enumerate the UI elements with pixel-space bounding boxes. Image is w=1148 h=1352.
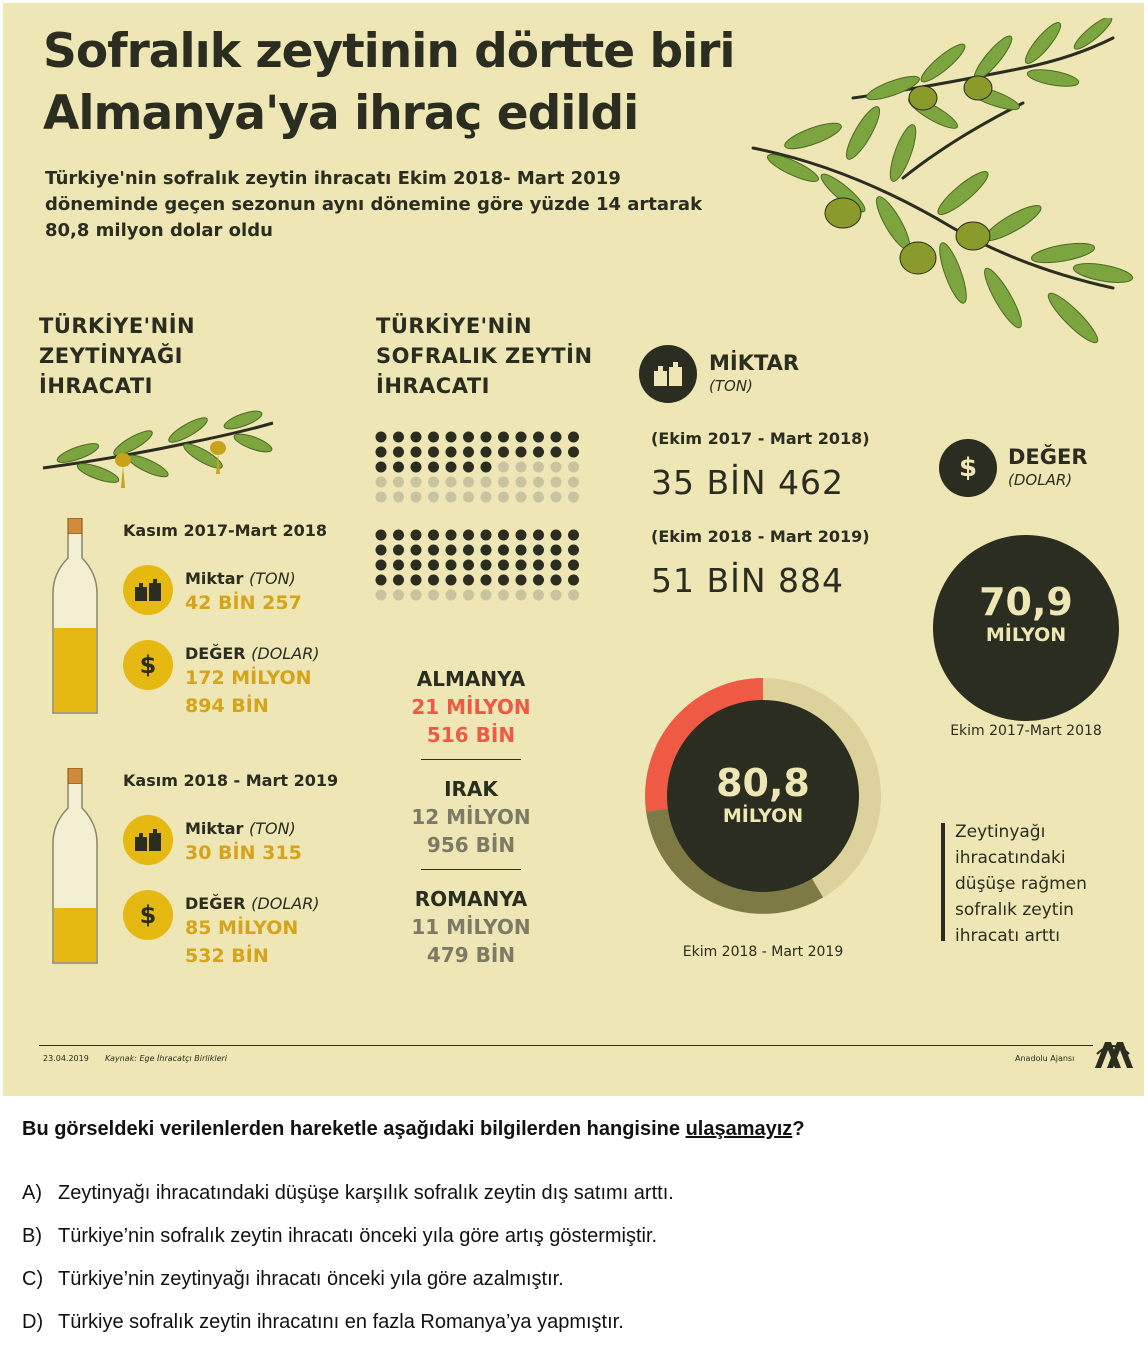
olive-dot [428,560,439,571]
olive-dot [428,492,439,503]
olive-dot [481,560,492,571]
olive-dot [481,575,492,586]
olive-oil-value-label-1: DEĞER (DOLAR) [185,644,320,663]
olive-dot [376,560,387,571]
olive-dot [551,530,562,541]
country-line1-2: 12 MİLYON [411,805,531,829]
olive-dot [393,575,404,586]
olive-dot [551,447,562,458]
olive-branch-illustration [693,18,1143,358]
olive-dot [481,462,492,473]
quantity-value-1: 35 BİN 462 [651,463,845,502]
olive-dot [551,477,562,488]
olive-dot [533,575,544,586]
olive-dot [393,447,404,458]
olive-dot [498,560,509,571]
olive-dot [568,545,579,556]
olive-dot [376,575,387,586]
olive-dot [376,447,387,458]
olive-oil-qty-label-2: Miktar (TON) [185,819,296,838]
footer-source: Kaynak: Ege İhracatçı Birlikleri [105,1054,227,1063]
olive-dot [393,462,404,473]
olive-dot [463,590,474,601]
olive-dot [516,545,527,556]
olive-dot [551,545,562,556]
question-text: Bu görseldeki verilenlerden hareketle aşağıdaki bilgilerden hangisine ulaşamayız? [22,1118,805,1140]
title-line-2: Almanya'ya ihraç edildi [43,86,639,141]
olive-dot [498,590,509,601]
dollar-icon: $ [939,439,997,497]
olive-dot [533,560,544,571]
olive-dot [568,560,579,571]
olive-dot [533,590,544,601]
note-text: Zeytinyağı ihracatındaki düşüşe rağmen sofralık zeytin ihracatı arttı [955,822,1087,946]
olive-dot-grid [375,427,590,607]
olive-dot [446,590,457,601]
olive-dot [533,447,544,458]
olive-dot [393,590,404,601]
olive-dot [568,575,579,586]
olive-dot [533,477,544,488]
olive-dot [568,477,579,488]
olive-dot [428,575,439,586]
quantity-period-1: (Ekim 2017 - Mart 2018) [651,429,870,448]
olive-dot [428,590,439,601]
subtitle-line-1: Türkiye'nin sofralık zeytin ihracatı Ekim 2018- Mart 2019 [45,168,621,189]
subtitle-line-2: döneminde geçen sezonun aynı dönemine göre yüzde 14 artarak [45,194,703,215]
olive-dot [446,492,457,503]
table-olive-heading-1: TÜRKİYE'NİN [376,314,533,338]
country-line2-3: 479 BİN [426,943,516,967]
olive-dot [411,432,422,443]
olive-dot [498,492,509,503]
country-line1-3: 11 MİLYON [411,915,531,939]
country-name-2: IRAK [444,777,498,801]
olive-dot [516,462,527,473]
olive-dot [428,447,439,458]
olive-dot [411,590,422,601]
olive-dot [411,477,422,488]
country-name-3: ROMANYA [414,887,528,911]
olive-dot [516,530,527,541]
olive-dot [446,447,457,458]
olive-dot [568,492,579,503]
subtitle-line-3: 80,8 milyon dolar oldu [45,220,273,241]
olive-dot [533,545,544,556]
olive-dot [428,432,439,443]
value-circle-2019-period: Ekim 2018 - Mart 2019 [682,944,844,960]
olive-dot [551,560,562,571]
olive-dot [463,575,474,586]
olive-dot [411,575,422,586]
table-olive-heading-3: İHRACATI [376,374,490,398]
olive-dot [411,492,422,503]
olive-dot [411,560,422,571]
olive-dot [533,432,544,443]
olive-dot [516,447,527,458]
divider [421,759,521,760]
olive-dot [463,530,474,541]
olive-dot [446,560,457,571]
olive-dot [411,530,422,541]
olive-dot [446,530,457,541]
olive-oil-value-line2-1: 894 BİN [185,695,269,717]
quantity-value-2: 51 BİN 884 [651,561,845,600]
olive-dot [516,492,527,503]
footer-divider [39,1045,1093,1046]
scale-icon [123,565,173,615]
olive-dot [533,530,544,541]
value-heading: DEĞER [1008,445,1088,469]
olive-oil-heading-2: ZEYTİNYAĞI [39,344,183,368]
olive-dot [428,545,439,556]
olive-dot [551,492,562,503]
olive-dot [411,447,422,458]
olive-dot [376,477,387,488]
olive-dot [481,447,492,458]
olive-dot [393,477,404,488]
olive-dot [446,545,457,556]
olive-dot [568,462,579,473]
olive-oil-value-label-2: DEĞER (DOLAR) [185,894,320,913]
quantity-unit: (TON) [709,377,753,395]
olive-dot [463,447,474,458]
olive-dot [463,432,474,443]
olive-dot [481,590,492,601]
olive-dot [498,530,509,541]
olive-dot [516,575,527,586]
olive-oil-qty-label-1: Miktar (TON) [185,569,296,588]
option-b[interactable]: B) Türkiye’nin sofralık zeytin ihracatı önceki yıla göre artış göstermiştir. [22,1225,658,1247]
olive-dot [481,477,492,488]
olive-dot [446,432,457,443]
olive-dot [428,462,439,473]
olive-dot [568,530,579,541]
value-circle-2019-unit: MİLYON [722,805,804,827]
olive-dot [533,492,544,503]
olive-dot [393,492,404,503]
olive-dot [446,477,457,488]
olive-dot [446,462,457,473]
olive-dot [516,590,527,601]
olive-dot [463,492,474,503]
olive-dot [481,432,492,443]
olive-dot [568,590,579,601]
dollar-icon: $ [123,890,173,940]
olive-oil-period-1: Kasım 2017-Mart 2018 [123,521,327,540]
olive-dot [376,545,387,556]
olive-dot [393,560,404,571]
olive-oil-value-line2-2: 532 BİN [185,945,269,967]
olive-oil-value-line1-2: 85 MİLYON [185,917,299,939]
olive-dot [551,432,562,443]
value-circle-2018-period: Ekim 2017-Mart 2018 [950,723,1102,739]
olive-dot [568,432,579,443]
olive-dot [516,560,527,571]
country-name-1: ALMANYA [416,667,526,691]
note-bar [941,823,945,941]
olive-dot [498,477,509,488]
country-line1-1: 21 MİLYON [411,695,531,719]
olive-oil-qty-value-2: 30 BİN 315 [185,842,302,864]
country-line2-1: 516 BİN [426,723,516,747]
olive-oil-heading-1: TÜRKİYE'NİN [39,314,196,338]
infographic [3,3,1144,1096]
quantity-heading: MİKTAR [709,351,800,375]
olive-dot [376,462,387,473]
olive-dot [411,545,422,556]
olive-dot [533,462,544,473]
value-circle-2018-number: 70,9 [979,580,1073,624]
small-olive-branch-icon [38,408,278,498]
olive-dot [498,575,509,586]
scale-icon [639,345,697,403]
country-line2-2: 956 BİN [426,833,516,857]
option-d[interactable]: D) Türkiye sofralık zeytin ihracatını en fazla Romanya’ya yapmıştır. [22,1311,624,1333]
divider [421,869,521,870]
olive-dot [568,447,579,458]
olive-dot [463,560,474,571]
olive-dot [376,530,387,541]
olive-dot [393,432,404,443]
table-olive-heading-2: SOFRALIK ZEYTİN [376,344,593,368]
olive-dot [498,447,509,458]
olive-dot [481,545,492,556]
footer-date: 23.04.2019 [43,1054,89,1063]
olive-dot [463,477,474,488]
olive-dot [463,545,474,556]
olive-oil-qty-value-1: 42 BİN 257 [185,592,302,614]
anadolu-agency-logo-icon [1093,1036,1133,1070]
olive-dot [393,530,404,541]
olive-dot [516,477,527,488]
olive-dot [428,477,439,488]
olive-dot [446,575,457,586]
olive-oil-bottle-2-icon [47,768,103,968]
olive-dot [376,432,387,443]
option-c[interactable]: C) Türkiye’nin zeytinyağı ihracatı önceki yıla göre azalmıştır. [22,1268,564,1290]
olive-oil-period-2: Kasım 2018 - Mart 2019 [123,771,339,790]
olive-oil-value-line1-1: 172 MİLYON [185,667,312,689]
scale-icon [123,815,173,865]
olive-dot [498,462,509,473]
olive-dot [516,432,527,443]
olive-dot [498,545,509,556]
olive-dot [498,432,509,443]
quantity-period-2: (Ekim 2018 - Mart 2019) [651,527,870,546]
olive-dot [551,590,562,601]
olive-dot [376,590,387,601]
olive-oil-bottle-1-icon [47,518,103,718]
olive-dot [463,462,474,473]
olive-dot [411,462,422,473]
value-circle-2018-unit: MİLYON [985,624,1067,646]
olive-oil-heading-3: İHRACATI [39,374,153,398]
value-circle-2019-number: 80,8 [716,761,810,805]
olive-dot [551,462,562,473]
option-a[interactable]: A) Zeytinyağı ihracatındaki düşüşe karşılık sofralık zeytin dış satımı arttı. [22,1182,674,1204]
olive-dot [551,575,562,586]
olive-dot [393,545,404,556]
dollar-icon: $ [123,640,173,690]
olive-dot [481,492,492,503]
footer-agency: Anadolu Ajansı [1015,1054,1075,1063]
olive-dot [376,492,387,503]
title-line-1: Sofralık zeytinin dörtte biri [43,24,735,79]
olive-dot [481,530,492,541]
value-unit: (DOLAR) [1008,471,1073,489]
olive-dot [428,530,439,541]
